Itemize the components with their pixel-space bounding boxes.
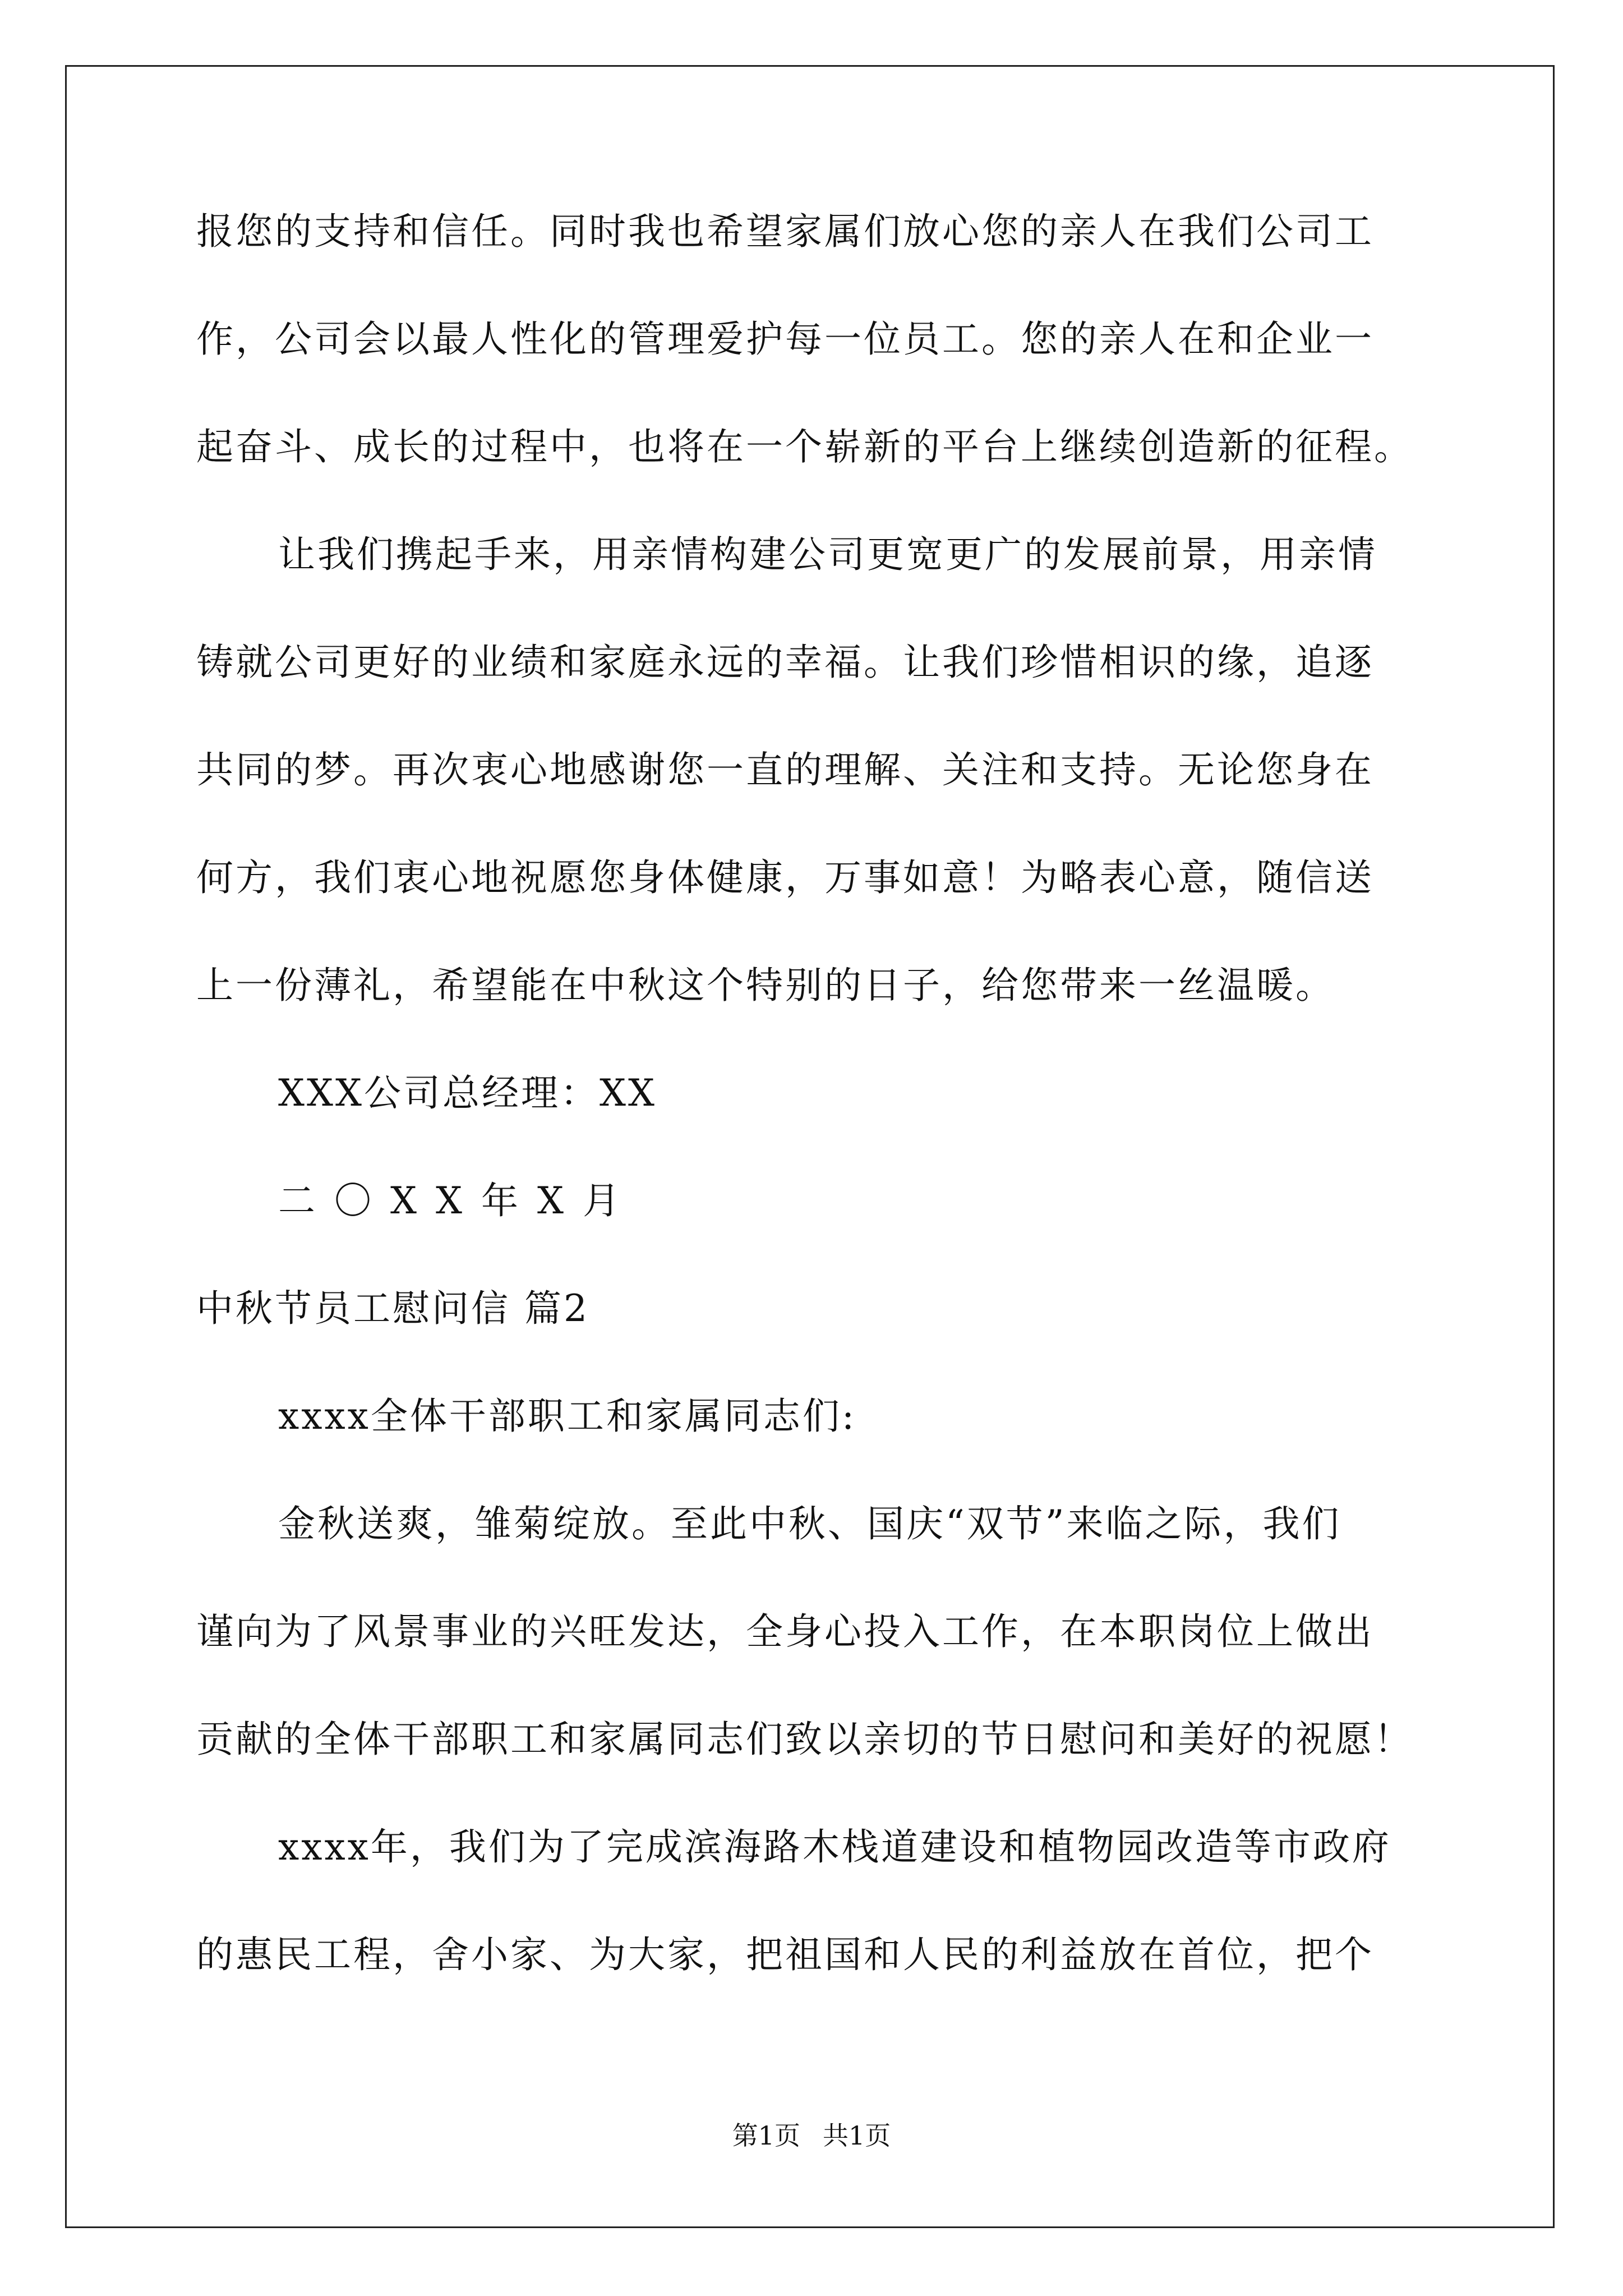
body-line: 的惠民工程，舍小家、为大家，把祖国和人民的利益放在首位，把个 bbox=[196, 1933, 1374, 1976]
body-line: 报您的支持和信任。同时我也希望家属们放心您的亲人在我们公司工 bbox=[196, 210, 1374, 253]
page-footer bbox=[0, 2120, 1623, 2151]
signature-line: XXX公司总经理：XX bbox=[278, 1071, 657, 1115]
page-total: 共1页 bbox=[823, 2120, 891, 2151]
body-line: 谨向为了风景事业的兴旺发达，全身心投入工作，在本职岗位上做出 bbox=[196, 1610, 1374, 1653]
section-heading: 中秋节员工慰问信 篇2 bbox=[196, 1287, 589, 1330]
page-number: 第1页 bbox=[732, 2120, 800, 2151]
paragraph-start-line: 让我们携起手来，用亲情构建公司更宽更广的发展前景，用亲情 bbox=[278, 533, 1377, 576]
date-line: 二〇XX年X月 bbox=[278, 1179, 639, 1222]
body-line: 上一份薄礼，希望能在中秋这个特别的日子，给您带来一丝温暖。 bbox=[196, 964, 1335, 1007]
document-body bbox=[196, 210, 1441, 2044]
body-line: 共同的梦。再次衷心地感谢您一直的理解、关注和支持。无论您身在 bbox=[196, 748, 1374, 792]
body-line: 铸就公司更好的业绩和家庭永远的幸福。让我们珍惜相识的缘，追逐 bbox=[196, 641, 1374, 684]
body-line: 何方，我们衷心地祝愿您身体健康，万事如意！为略表心意，随信送 bbox=[196, 856, 1374, 899]
paragraph-start-line: xxxx年，我们为了完成滨海路木栈道建设和植物园改造等市政府 bbox=[278, 1825, 1391, 1869]
body-line: 作，公司会以最人性化的管理爱护每一位员工。您的亲人在和企业一 bbox=[196, 318, 1374, 361]
salutation-line: xxxx全体干部职工和家属同志们: bbox=[278, 1395, 857, 1438]
body-line: 起奋斗、成长的过程中，也将在一个崭新的平台上继续创造新的征程。 bbox=[196, 425, 1413, 468]
body-line: 贡献的全体干部职工和家属同志们致以亲切的节日慰问和美好的祝愿！ bbox=[196, 1718, 1413, 1761]
paragraph-start-line: 金秋送爽，雏菊绽放。至此中秋、国庆“双节”来临之际，我们 bbox=[278, 1502, 1341, 1545]
